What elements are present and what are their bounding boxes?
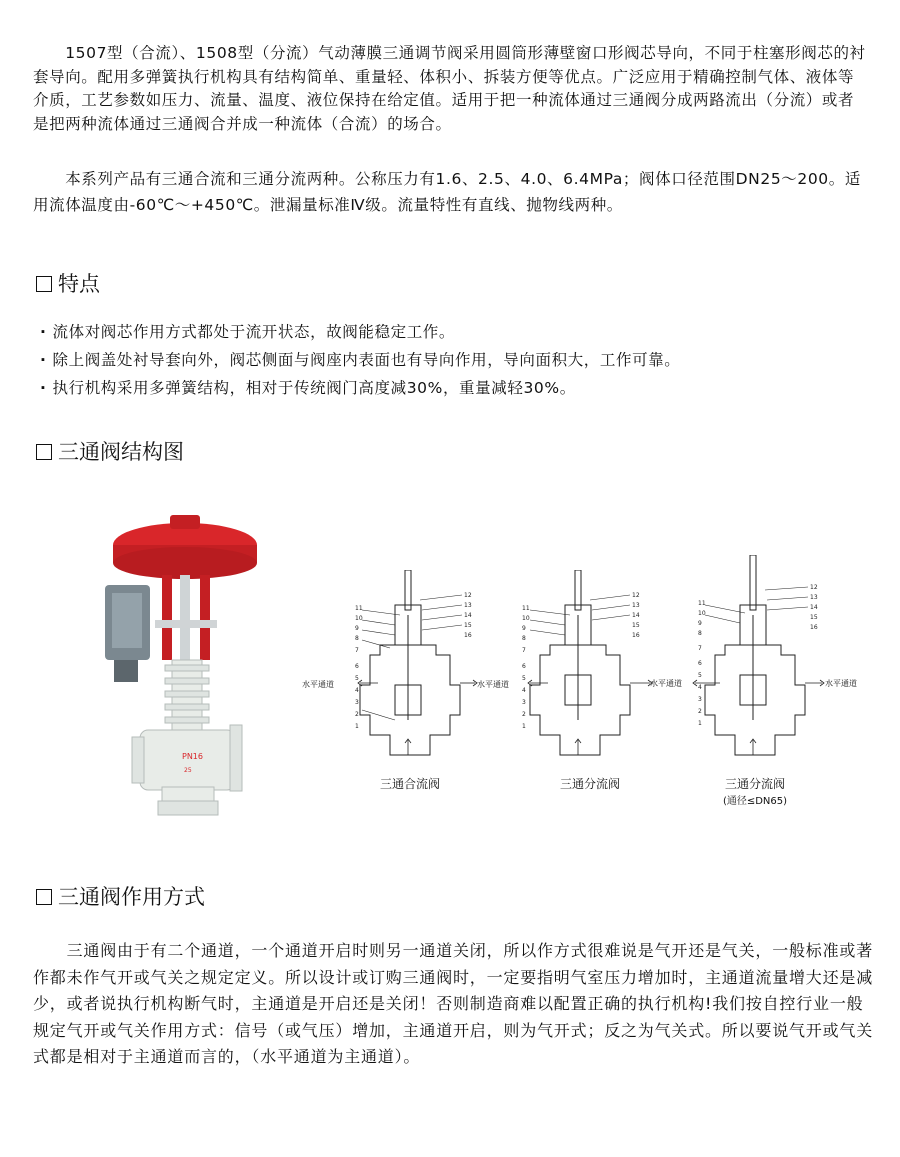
svg-text:5: 5 — [355, 675, 359, 682]
svg-text:5: 5 — [522, 675, 526, 682]
intro-paragraph-2: 本系列产品有三通合流和三通分流两种。公称压力有1.6、2.5、4.0、6.4MPa；阀体口径范围DN25～200。适用流体温度由-60℃～+450℃。泄漏量标准Ⅳ级。流量特性有直线、抛物线两种。 — [33, 170, 861, 214]
diagram-caption — [535, 775, 645, 792]
svg-text:7: 7 — [355, 647, 359, 654]
svg-text:16: 16 — [810, 624, 818, 631]
svg-text:14: 14 — [810, 604, 818, 611]
svg-text:8: 8 — [522, 635, 526, 642]
svg-text:6: 6 — [355, 663, 359, 670]
svg-text:6: 6 — [698, 660, 702, 667]
horizontal-channel-label: 水平通道 — [825, 679, 857, 688]
svg-text:3: 3 — [522, 699, 526, 706]
svg-text:16: 16 — [464, 632, 472, 639]
horizontal-channel-label: 水平通道 — [302, 680, 334, 689]
svg-text:8: 8 — [355, 635, 359, 642]
checkbox-square-icon — [36, 889, 52, 905]
svg-text:9: 9 — [522, 625, 526, 632]
horizontal-channel-label: 水平通道 — [650, 679, 682, 688]
features-heading — [36, 270, 100, 298]
caption-text: 三通合流阀 — [379, 777, 440, 791]
caption-note: (通径≤DN65) — [722, 796, 788, 807]
svg-text:6: 6 — [522, 663, 526, 670]
operation-heading — [36, 883, 205, 911]
svg-text:10: 10 — [522, 615, 530, 622]
svg-text:3: 3 — [698, 696, 702, 703]
svg-text:7: 7 — [522, 647, 526, 654]
valve-photo — [100, 515, 270, 825]
svg-text:7: 7 — [698, 645, 702, 652]
svg-text:14: 14 — [464, 612, 472, 619]
svg-text:15: 15 — [632, 622, 640, 629]
svg-text:13: 13 — [464, 602, 472, 609]
svg-text:2: 2 — [355, 711, 359, 718]
svg-text:4: 4 — [522, 687, 526, 694]
horizontal-channel-label: 水平通道 — [477, 680, 509, 689]
checkbox-square-icon — [36, 276, 52, 292]
svg-text:12: 12 — [464, 592, 472, 599]
caption-text: 三通分流阀 — [559, 777, 620, 791]
list-item: · 流体对阀芯作用方式都处于流开状态，故阀能稳定工作。 — [40, 318, 680, 346]
list-item: · 除上阀盖处衬导套向外，阀芯侧面与阀座内表面也有导向作用，导向面积大，工作可靠。 — [40, 346, 680, 374]
svg-text:15: 15 — [464, 622, 472, 629]
svg-text:16: 16 — [632, 632, 640, 639]
features-title: 特点 — [58, 272, 100, 296]
svg-text:1: 1 — [698, 720, 702, 727]
intro-paragraph-1: 1507型（合流）、1508型（分流）气动薄膜三通调节阀采用圆筒形薄壁窗口形阀芯导向，不同于柱塞形阀芯的衬套导向。配用多弹簧执行机构具有结构简单、重量轻、体积小、拆装方便等优点。广泛应用于精确控制气体、液体等介质，工艺参数如压力、流量、温度、液位保持在给定值。适用于把一种流体通过三通阀分成两路流出（分流）或者是把两种流体通过三通阀合并成一种流体（合流）的场合。 — [33, 44, 866, 133]
caption-text: 三通分流阀 — [724, 777, 785, 791]
checkbox-square-icon — [36, 444, 52, 460]
svg-text:9: 9 — [355, 625, 359, 632]
svg-text:13: 13 — [810, 594, 818, 601]
structure-title: 三通阀结构图 — [58, 440, 184, 464]
svg-text:2: 2 — [522, 711, 526, 718]
svg-text:11: 11 — [355, 605, 363, 612]
operation-title: 三通阀作用方式 — [58, 885, 205, 909]
svg-text:8: 8 — [698, 630, 702, 637]
operation-paragraph: 三通阀由于有二个通道，一个通道开启时则另一通道关闭，所以作方式很难说是气开还是气关，一般标准或著作都未作气开或气关之规定定义。所以设计或订购三通阀时，一定要指明气室压力增加时，主通道流量增大还是减少，或者说执行机构断气时，主通道是开启还是关闭！否则制造商难以配置正确的执行机构!我们按自控行业一般规定气开或气关作用方式：信号（或气压）增加，主通道开启，则为气开式；反之为气关式。所以要说气开或气关式都是相对于主通道而言的，（水平通道为主通道）。 — [33, 941, 874, 1066]
list-item: · 执行机构采用多弹簧结构，相对于传统阀门高度减30%，重量减轻30%。 — [40, 374, 680, 402]
svg-text:5: 5 — [698, 672, 702, 679]
diagram-caption — [700, 775, 810, 807]
svg-text:1: 1 — [522, 723, 526, 730]
features-list — [40, 318, 680, 402]
diagram-mixing — [300, 570, 510, 760]
svg-text:2: 2 — [698, 708, 702, 715]
diagram-diverting — [510, 570, 660, 760]
diagram-diverting-small — [650, 555, 870, 760]
structure-heading — [36, 438, 184, 466]
svg-text:25: 25 — [184, 767, 192, 774]
svg-text:15: 15 — [810, 614, 818, 621]
svg-text:10: 10 — [698, 610, 706, 617]
svg-text:11: 11 — [522, 605, 530, 612]
svg-text:14: 14 — [632, 612, 640, 619]
diagram-caption — [355, 775, 465, 792]
svg-text:1: 1 — [355, 723, 359, 730]
svg-text:3: 3 — [355, 699, 359, 706]
svg-text:4: 4 — [698, 684, 702, 691]
svg-text:12: 12 — [632, 592, 640, 599]
svg-text:13: 13 — [632, 602, 640, 609]
svg-text:10: 10 — [355, 615, 363, 622]
svg-text:11: 11 — [698, 600, 706, 607]
body-marking: PN16 — [182, 752, 203, 761]
svg-text:12: 12 — [810, 584, 818, 591]
svg-text:4: 4 — [355, 687, 359, 694]
svg-text:9: 9 — [698, 620, 702, 627]
